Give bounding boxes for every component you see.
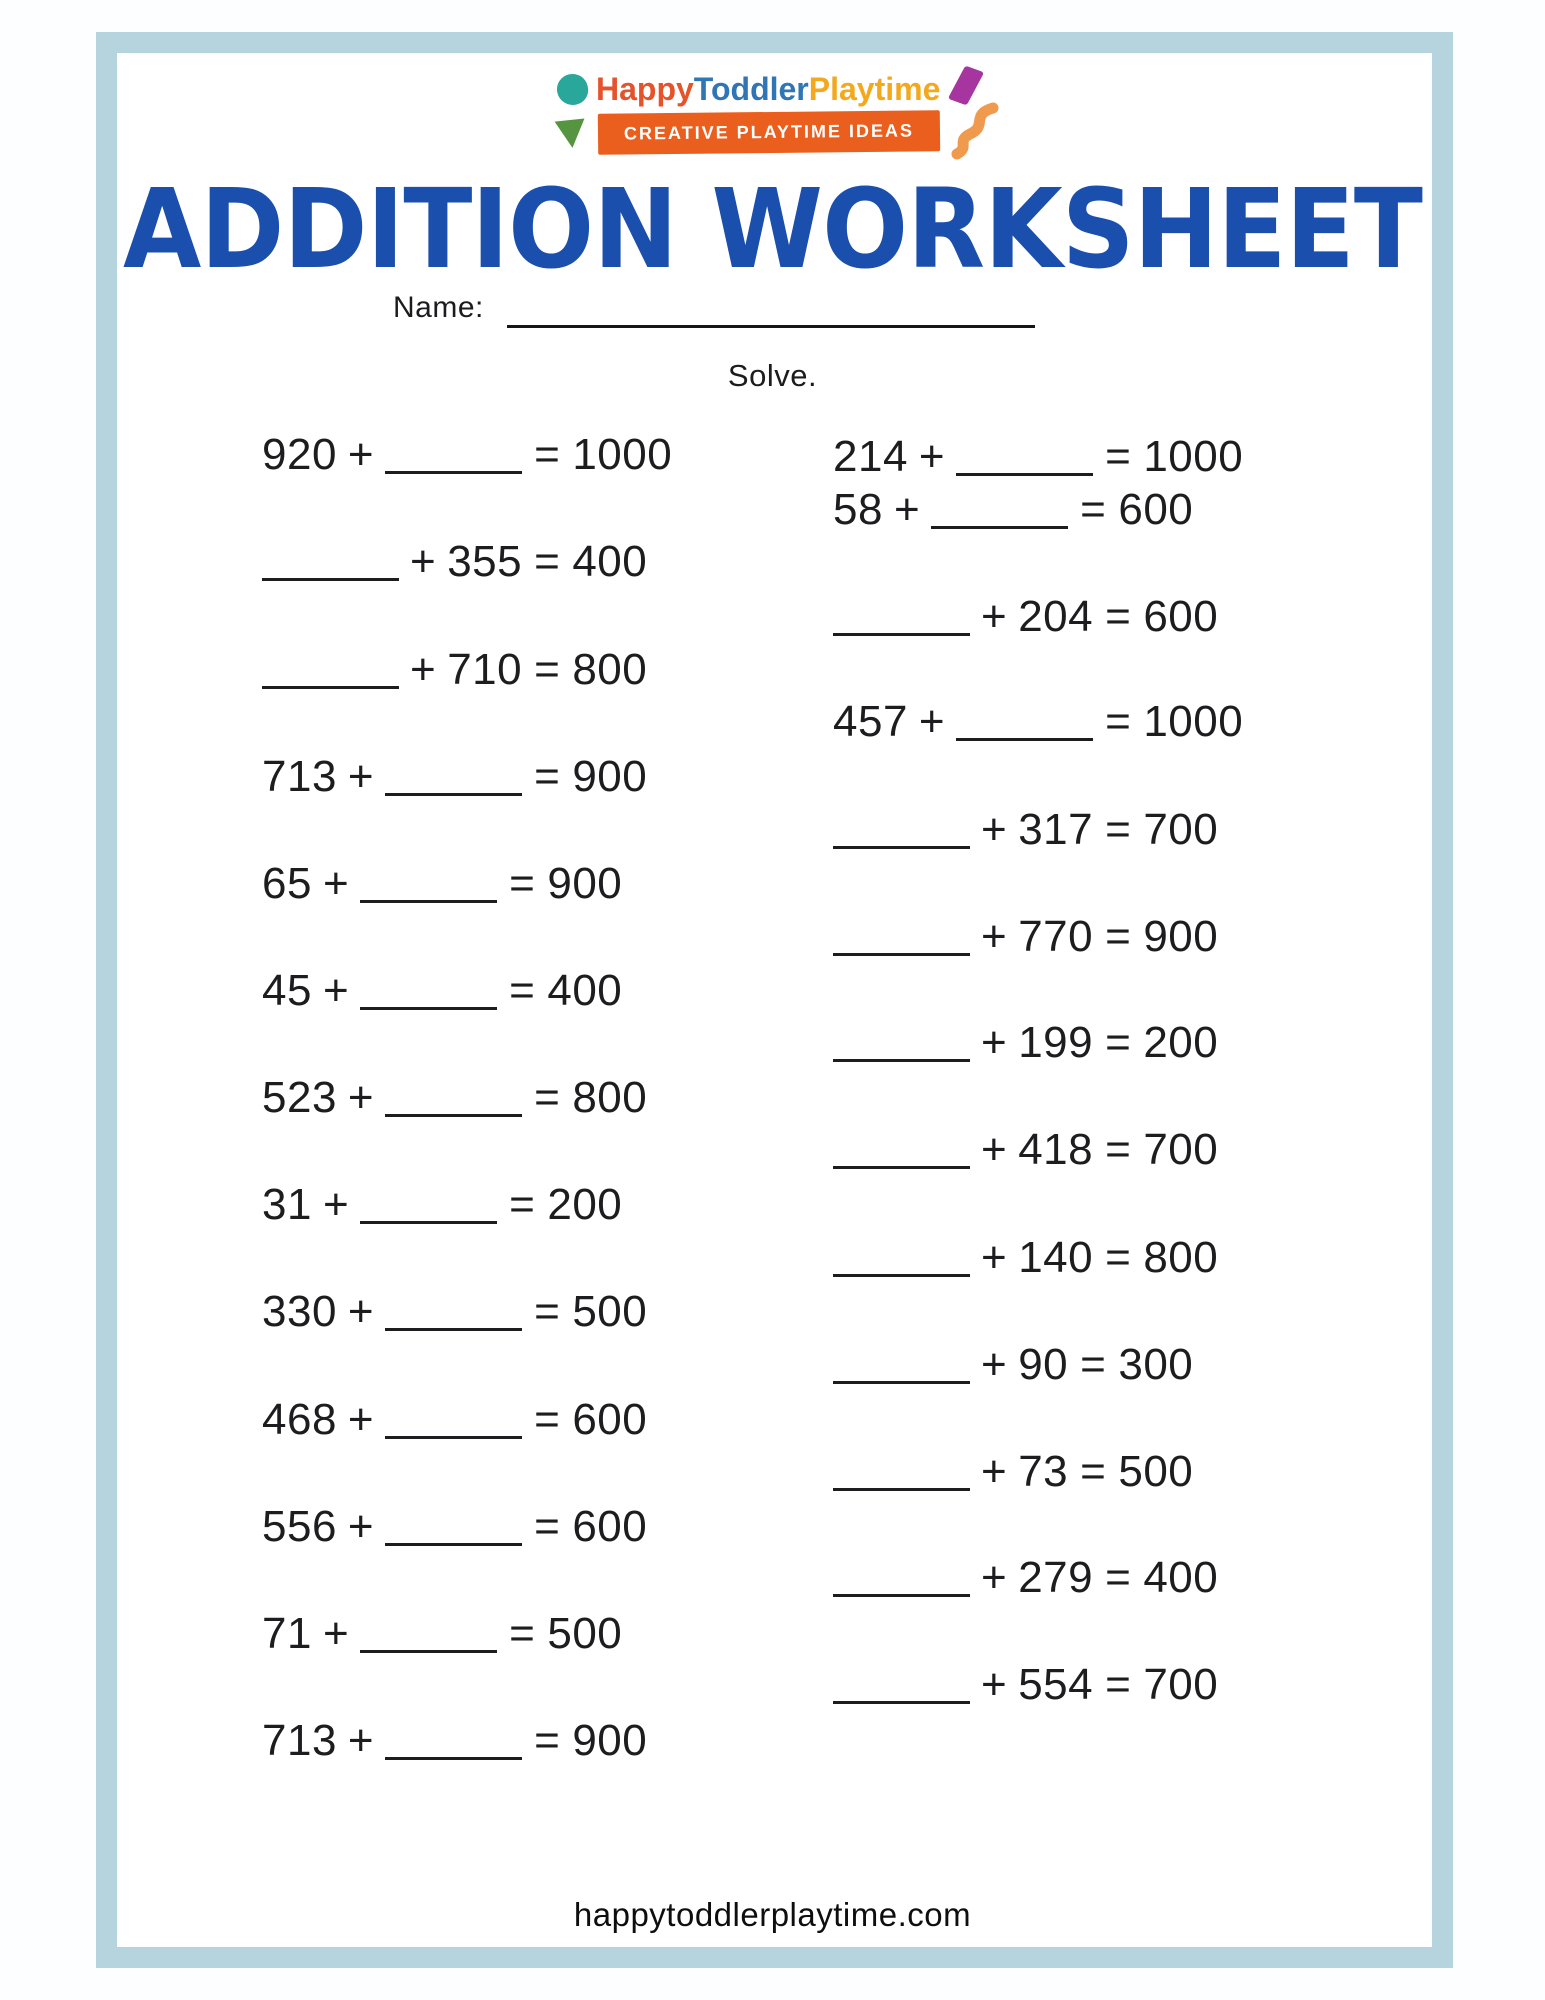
plus-sign: + — [347, 1287, 375, 1336]
sum-value: 900 — [572, 1716, 648, 1765]
plus-sign: + — [918, 432, 946, 481]
problem-row — [833, 1230, 1218, 1286]
addend-b: 418 — [1018, 1125, 1094, 1174]
sum-value: 200 — [1143, 1018, 1219, 1067]
addend-a: 31 — [262, 1180, 312, 1229]
sum-value: 400 — [1143, 1553, 1219, 1602]
equals-sign: = — [534, 752, 561, 801]
plus-sign: + — [347, 430, 375, 479]
plus-sign: + — [981, 1340, 1008, 1389]
answer-blank — [956, 708, 1093, 741]
name-label: Name: — [393, 291, 484, 324]
equals-sign: = — [534, 1287, 561, 1336]
equals-sign: = — [1105, 1018, 1132, 1067]
equals-sign: = — [534, 537, 561, 586]
equals-sign: = — [1105, 1125, 1132, 1174]
sum-value: 700 — [1143, 1660, 1219, 1709]
sum-value: 900 — [547, 859, 623, 908]
sum-value: 600 — [1143, 592, 1219, 641]
plus-sign: + — [347, 752, 375, 801]
plus-sign: + — [322, 1180, 350, 1229]
equals-sign: = — [1080, 1447, 1107, 1496]
logo-word-happy: Happy — [596, 71, 694, 107]
answer-blank — [833, 816, 970, 849]
sum-value: 900 — [1143, 912, 1219, 961]
plus-sign: + — [322, 966, 350, 1015]
equals-sign: = — [509, 859, 536, 908]
problem-row — [833, 482, 1193, 538]
equals-sign: = — [1105, 1233, 1132, 1282]
equals-sign: = — [1105, 592, 1132, 641]
addend-b: 204 — [1018, 592, 1094, 641]
plus-sign: + — [981, 1018, 1008, 1067]
addend-b: 554 — [1018, 1660, 1094, 1709]
equals-sign: = — [1080, 1340, 1107, 1389]
plus-sign: + — [981, 1125, 1008, 1174]
addend-b: 355 — [447, 537, 523, 586]
answer-blank — [833, 1136, 970, 1169]
plus-sign: + — [347, 1395, 375, 1444]
sum-value: 300 — [1118, 1340, 1194, 1389]
equals-sign: = — [1105, 432, 1132, 481]
equals-sign: = — [1105, 1553, 1132, 1602]
addend-b: 199 — [1018, 1018, 1094, 1067]
answer-blank — [833, 603, 970, 636]
answer-blank — [833, 1564, 970, 1597]
problem-row — [833, 1550, 1218, 1606]
answer-blank — [833, 1029, 970, 1062]
equals-sign: = — [1105, 1660, 1132, 1709]
plus-sign: + — [981, 1660, 1008, 1709]
addend-a: 468 — [262, 1395, 337, 1444]
problem-row — [833, 802, 1218, 858]
equals-sign: = — [534, 645, 561, 694]
sum-value: 700 — [1143, 805, 1219, 854]
answer-blank — [833, 1244, 970, 1277]
addend-a: 713 — [262, 752, 337, 801]
plus-sign: + — [893, 485, 921, 534]
sum-value: 500 — [1118, 1447, 1194, 1496]
sum-value: 900 — [572, 752, 648, 801]
sum-value: 1000 — [1143, 697, 1244, 746]
logo-word-playtime: Playtime — [808, 71, 941, 107]
sum-value: 700 — [1143, 1125, 1219, 1174]
problem-row — [833, 694, 1243, 750]
plus-sign: + — [322, 1609, 350, 1658]
equals-sign: = — [509, 1180, 536, 1229]
plus-sign: + — [981, 912, 1008, 961]
sum-value: 800 — [572, 1073, 648, 1122]
answer-blank — [833, 1671, 970, 1704]
addend-a: 71 — [262, 1609, 312, 1658]
addend-a: 523 — [262, 1073, 337, 1122]
footer-url: happytoddlerplaytime.com — [573, 1896, 972, 1933]
sum-value: 400 — [547, 966, 623, 1015]
answer-blank — [931, 496, 1068, 529]
solve-instruction: Solve. — [727, 358, 818, 393]
addend-a: 556 — [262, 1502, 337, 1551]
plus-sign: + — [410, 645, 437, 694]
plus-sign: + — [918, 697, 946, 746]
addend-a: 330 — [262, 1287, 337, 1336]
answer-blank — [833, 923, 970, 956]
addend-b: 140 — [1018, 1233, 1094, 1282]
addend-a: 214 — [833, 432, 908, 481]
problem-row — [833, 1657, 1218, 1713]
addend-a: 45 — [262, 966, 312, 1015]
sum-value: 800 — [572, 645, 648, 694]
sum-value: 200 — [547, 1180, 623, 1229]
addend-b: 710 — [447, 645, 523, 694]
sum-value: 800 — [1143, 1233, 1219, 1282]
sum-value: 400 — [572, 537, 648, 586]
addend-a: 65 — [262, 859, 312, 908]
equals-sign: = — [534, 430, 561, 479]
problem-row — [833, 1444, 1193, 1500]
sum-value: 1000 — [1143, 432, 1244, 481]
addend-a: 58 — [833, 485, 883, 534]
plus-sign: + — [322, 859, 350, 908]
addend-a: 457 — [833, 697, 908, 746]
logo-banner-text: CREATIVE PLAYTIME IDEAS — [623, 120, 915, 144]
plus-sign: + — [981, 1553, 1008, 1602]
addend-a: 713 — [262, 1716, 337, 1765]
plus-sign: + — [347, 1502, 375, 1551]
problem-row — [833, 589, 1218, 645]
sum-value: 600 — [572, 1502, 648, 1551]
problem-row — [833, 1015, 1218, 1071]
equals-sign: = — [534, 1502, 561, 1551]
equals-sign: = — [534, 1073, 561, 1122]
addend-a: 920 — [262, 430, 337, 479]
equals-sign: = — [534, 1395, 561, 1444]
plus-sign: + — [410, 537, 437, 586]
sum-value: 600 — [572, 1395, 648, 1444]
addend-b: 279 — [1018, 1553, 1094, 1602]
plus-sign: + — [347, 1716, 375, 1765]
sum-value: 500 — [572, 1287, 648, 1336]
page-title: ADDITION WORKSHEET — [123, 165, 1422, 293]
equals-sign: = — [509, 966, 536, 1015]
addend-b: 73 — [1018, 1447, 1069, 1496]
plus-sign: + — [981, 1447, 1008, 1496]
addend-b: 317 — [1018, 805, 1094, 854]
answer-blank — [833, 1458, 970, 1491]
problem-row — [833, 909, 1218, 965]
equals-sign: = — [1105, 912, 1132, 961]
equals-sign: = — [1080, 485, 1107, 534]
answer-blank — [833, 1351, 970, 1384]
plus-sign: + — [981, 592, 1008, 641]
logo-word-toddler: Toddler — [693, 71, 809, 107]
equals-sign: = — [1105, 697, 1132, 746]
equals-sign: = — [1105, 805, 1132, 854]
sum-value: 1000 — [572, 430, 673, 479]
sum-value: 500 — [547, 1609, 623, 1658]
answer-blank — [956, 443, 1093, 476]
problem-row — [833, 429, 1243, 485]
problem-row — [833, 1337, 1193, 1393]
plus-sign: + — [981, 1233, 1008, 1282]
sum-value: 600 — [1118, 485, 1194, 534]
plus-sign: + — [347, 1073, 375, 1122]
plus-sign: + — [981, 805, 1008, 854]
equals-sign: = — [509, 1609, 536, 1658]
problem-row — [833, 1122, 1218, 1178]
addend-b: 90 — [1018, 1340, 1069, 1389]
addend-b: 770 — [1018, 912, 1094, 961]
equals-sign: = — [534, 1716, 561, 1765]
